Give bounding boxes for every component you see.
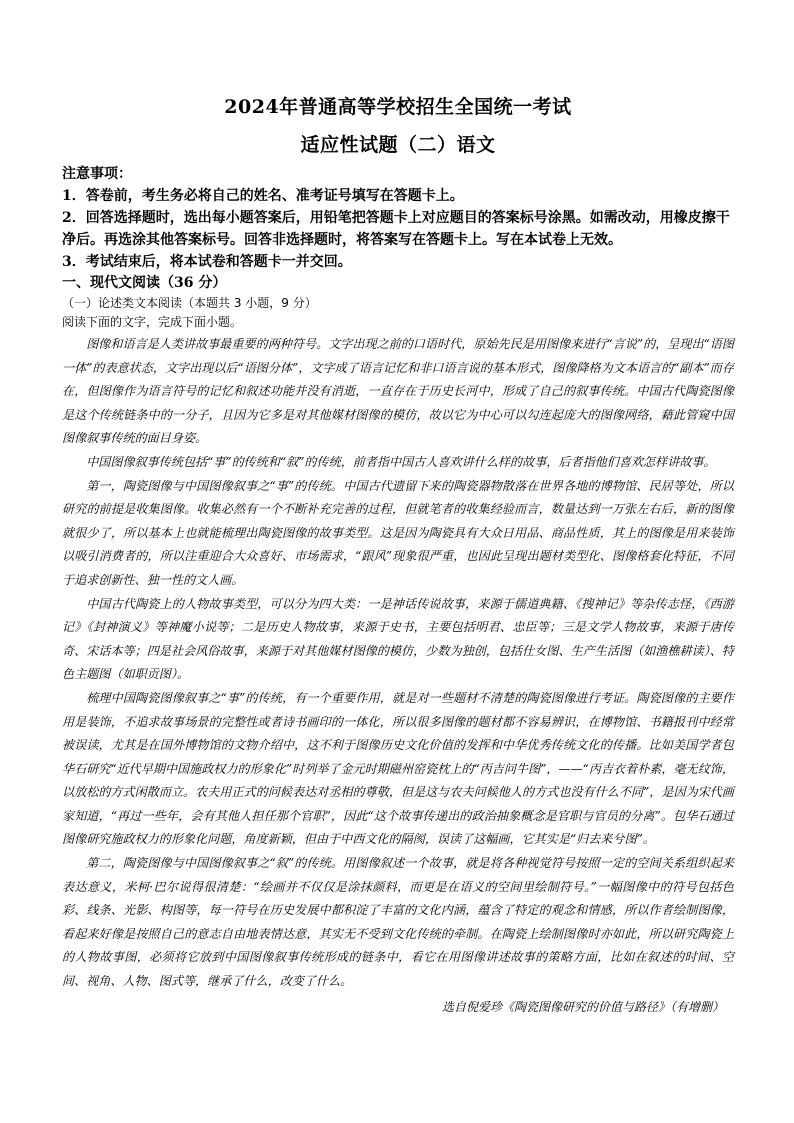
notice-item: 2．回答选择题时，选出每小题答案后，用铅笔把答题卡上对应题目的答案标号涂黑。如需改动，用橡皮擦干净后。再选涂其他答案标号。回答非选择题时，将答案写在答题卡上。写在本试卷上无效。 xyxy=(62,210,730,248)
notice-block xyxy=(62,164,734,273)
exam-title: 2024年普通高等学校招生全国统一考试 xyxy=(224,96,572,118)
notice-item: 3．考试结束后，将本试卷和答题卡一并交回。 xyxy=(62,254,352,270)
passage-paragraph: 中国图像叙事传统包括“事”的传统和“叙”的传统，前者指中国古人喜欢讲什么样的故事，后者指他们喜欢怎样讲故事。 xyxy=(86,454,716,469)
notice-heading: 注意事项： xyxy=(62,166,132,182)
exam-subtitle: 适应性试题（二）语文 xyxy=(300,134,496,156)
passage-source: 选自倪爱珍《陶瓷图像研究的价值与路径》（有增删） xyxy=(441,999,724,1014)
notice-item: 1．答卷前，考生务必将自己的姓名、准考证号填写在答题卡上。 xyxy=(62,188,464,204)
passage-paragraph: 图像和语言是人类讲故事最重要的两种符号。文字出现之前的口语时代，原始先民是用图像来进行“言说”的，呈现出“语图一体”的表意状态，文字出现以后“语图分体”，文字成了语言记忆和非口语言说的基本形式，图像降格为文本语言的“副本”而存在，但图像作为语言符号的记忆和叙述功能并没有消逝，一直存在于历史长河中，形成了自己的叙事传统。中国古代陶瓷图像是这个传统链条中的一分子，且因为它多是对其他媒材图像的模仿，故以它为中心可以勾连起庞大的图像网络，藉此管窥中国图像叙事传统的面目身姿。 xyxy=(62,337,734,446)
passage-paragraph: 梳理中国陶瓷图像叙事之“事”的传统，有一个重要作用，就是对一些题材不清楚的陶瓷图像进行考证。陶瓷图像的主要作用是装饰，不追求故事场景的完整性或者诗书画印的一体化，所以很多图像的题材都不容易辨识，在博物馆、书籍报刊中经常被误读，尤其是在国外博物馆的文物介绍中，这不利于图像历史文化价值的发挥和中华优秀传统文化的传播。比如美国学者包华石研究“近代早期中国施政权力的形象化”时列举了金元时期磁州窑瓷枕上的“丙吉问牛图”，——“丙吉衣着朴素，毫无纹饰，以放松的方式闲散而立。农夫用正式的问候表达对丞相的尊敬，但是这与农夫问候他人的方式也没有什么不同”，是因为宋代画家知道，“再过一些年，会有其他人担任那个官职”，因此“这个故事传递出的政治抽象概念是官职与官员的分离”。包华石通过图像研究施政权力的形象化问题，角度新颖，但由于中西文化的隔阂，误读了这幅画，它其实是“归去来兮图”。 xyxy=(62,690,734,847)
subsection-title: （一）论述类文本阅读（本题共 3 小题，9 分） xyxy=(62,296,317,310)
section-title: 一、现代文阅读（36 分） xyxy=(62,275,227,291)
passage-paragraph: 第二，陶瓷图像与中国图像叙事之“叙”的传统。用图像叙述一个故事，就是将各种视觉符号按照一定的空间关系组织起来表达意义，米柯·巴尔说得很清楚：“绘画并不仅仅是涂抹颜料，而更是在语义的空间里绘制符号。”一幅图像中的符号包括色彩、线条、光影、构图等，每一符号在历史发展中都积淀了丰富的文化内涵，蕴含了特定的观念和情感，所以作者绘制图像，看起来好像是按照自己的意志自由地表情达意，其实无不受到文化传统的牵制。在陶瓷上绘制图像时亦如此，所以研究陶瓷上的人物故事图，必须将它放到中国图像叙事传统形成的链条中，看它在用图像讲述故事的策略方面，比如在叙述的时间、空间、视角、人物、图式等，继承了什么，改变了什么。 xyxy=(62,856,734,989)
passage-paragraph: 第一，陶瓷图像与中国图像叙事之“事”的传统。中国古代遗留下来的陶瓷器物散落在世界各地的博物馆、民居等处，所以研究的前提是收集图像。收集必然有一个不断补充完善的过程，但就笔者的收集经验而言，数量达到一万张左右后，新的图像就很少了，所以基本上也就能梳理出陶瓷图像的故事类型。这是因为陶瓷具有大众日用品、商品性质，其上的图像是用来装饰以吸引消费者的，所以注重迎合大众喜好、市场需求，“跟风”现象很严重，也因此呈现出题材类型化、图像格套化特征，不同于追求创新性、独一性的文人画。 xyxy=(62,478,734,587)
reading-instruction: 阅读下面的文字，完成下面小题。 xyxy=(62,315,243,329)
exam-page xyxy=(62,92,734,1018)
passage-paragraph: 中国古代陶瓷上的人物故事类型，可以分为四大类：一是神话传说故事，来源于儒道典籍、《搜神记》等杂传志怪，《西游记》《封神演义》等神魔小说等；二是历史人物故事，来源于史书，主要包括明君、忠臣等；三是文学人物故事，来源于唐传奇、宋话本等；四是社会风俗故事，来源于对其他媒材图像的模仿，少数为独创，包括仕女图、生产生活图（如渔樵耕读）、特色主题图（如职贡图）。 xyxy=(62,596,734,682)
reading-passage xyxy=(62,333,734,994)
